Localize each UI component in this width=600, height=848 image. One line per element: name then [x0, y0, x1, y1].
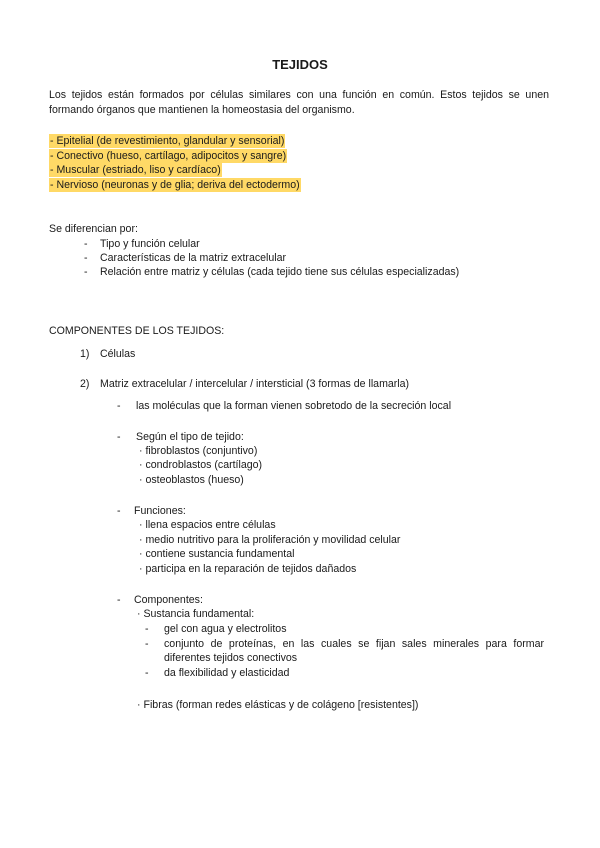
item-celulas: Células [100, 348, 136, 360]
intro-paragraph: Los tejidos están formados por células similares con una función en común. Estos tejidos se unen formando órganos que mantienen la homeostasia del organismo. [49, 89, 549, 116]
components-heading: COMPONENTES DE LOS TEJIDOS: [49, 325, 225, 337]
tissue-type-conectivo: - Conectivo (hueso, cartílago, adipocitos y sangre) [50, 150, 287, 162]
funcion-item: · medio nutritivo para la proliferación y movilidad celular [139, 534, 401, 546]
sustancia-item: gel con agua y electrolitos [164, 623, 287, 635]
differ-item: Tipo y función celular [100, 238, 200, 250]
item-number: 1) [80, 348, 90, 360]
tipo-item: · fibroblastos (conjuntivo) [139, 445, 258, 457]
origin-text: las moléculas que la forman vienen sobretodo de la secreción local [136, 400, 452, 412]
list-bullet: - [117, 594, 121, 606]
funcion-item: · contiene sustancia fundamental [139, 548, 295, 560]
sustancia-label: · Sustancia fundamental: [137, 608, 255, 620]
tissue-type-epitelial: - Epitelial (de revestimiento, glandular y sensorial) [50, 135, 285, 147]
list-bullet: - [84, 252, 88, 264]
differ-heading: Se diferencian por: [49, 223, 138, 235]
page-title: TEJIDOS [272, 57, 328, 72]
tissue-type-muscular: - Muscular (estriado, liso y cardíaco) [50, 164, 221, 176]
list-bullet: - [145, 638, 149, 650]
list-bullet: - [117, 431, 121, 443]
funcion-item: · llena espacios entre células [139, 519, 276, 531]
list-bullet: - [145, 667, 149, 679]
funcion-item: · participa en la reparación de tejidos dañados [139, 563, 357, 575]
list-bullet: - [145, 623, 149, 635]
sustancia-item: conjunto de proteínas, en las cuales se fijan sales minerales para formar diferentes tejidos conectivos [164, 638, 544, 664]
tipo-label: Según el tipo de tejido: [136, 431, 244, 443]
list-bullet: - [84, 266, 88, 278]
item-number: 2) [80, 378, 90, 390]
tipo-item: · condroblastos (cartílago) [139, 459, 263, 471]
differ-item: Relación entre matriz y células (cada tejido tiene sus células especializadas) [100, 266, 460, 278]
funciones-label: Funciones: [134, 505, 186, 517]
fibras-text: · Fibras (forman redes elásticas y de colágeno [resistentes]) [137, 699, 419, 711]
differ-item: Características de la matriz extracelular [100, 252, 287, 264]
sustancia-item: da flexibilidad y elasticidad [164, 667, 290, 679]
componentes-label: Componentes: [134, 594, 203, 606]
list-bullet: - [117, 400, 121, 412]
item-matriz: Matriz extracelular / intercelular / intersticial (3 formas de llamarla) [100, 378, 410, 390]
list-bullet: - [117, 505, 121, 517]
tissue-type-nervioso: - Nervioso (neuronas y de glia; deriva del ectodermo) [50, 179, 300, 191]
tipo-item: · osteoblastos (hueso) [139, 474, 244, 486]
list-bullet: - [84, 238, 88, 250]
